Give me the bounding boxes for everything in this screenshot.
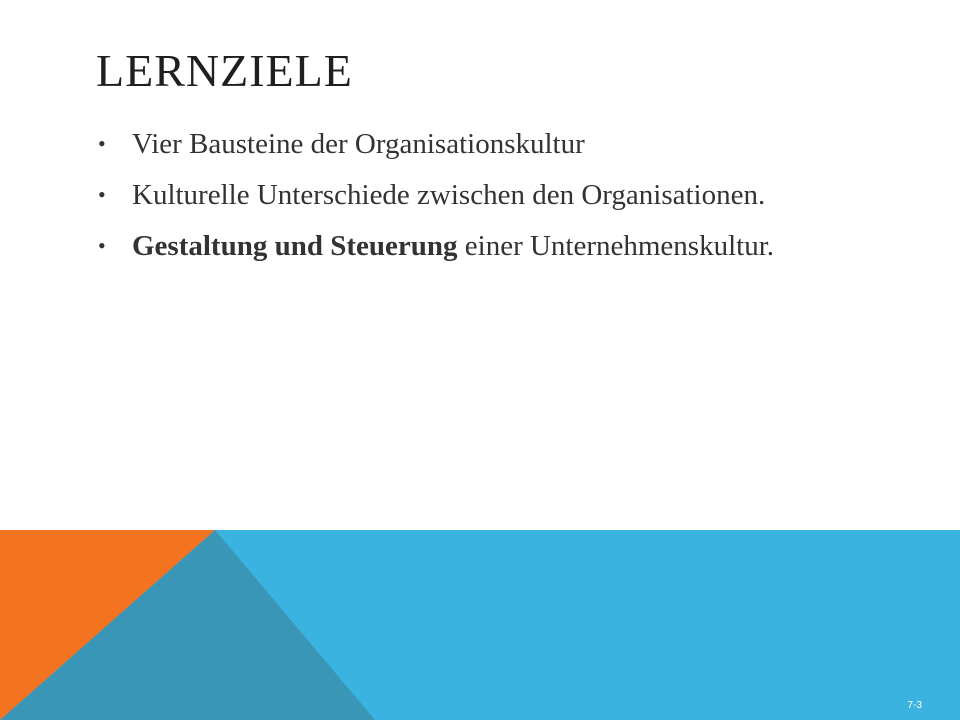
bullet-text: einer Unternehmenskultur. xyxy=(457,230,775,262)
bullet-text: Vier Bausteine der Organisationskultur xyxy=(132,128,585,160)
bullet-bold-text: Gestaltung und Steuerung xyxy=(132,230,458,262)
bullet-text: Kulturelle Unterschiede zwischen den Organisationen. xyxy=(132,179,766,211)
bullet-dot-icon: • xyxy=(98,233,106,258)
footer-decoration xyxy=(0,530,960,720)
page-number: 7-3 xyxy=(907,700,922,711)
bullet-list xyxy=(96,124,776,277)
bullet-dot-icon: • xyxy=(98,182,106,207)
slide-title: LERNZIELE xyxy=(96,45,353,96)
bullet-item xyxy=(96,124,776,164)
bullet-item xyxy=(96,226,776,266)
bullet-item xyxy=(96,175,776,215)
bullet-dot-icon: • xyxy=(98,131,106,156)
